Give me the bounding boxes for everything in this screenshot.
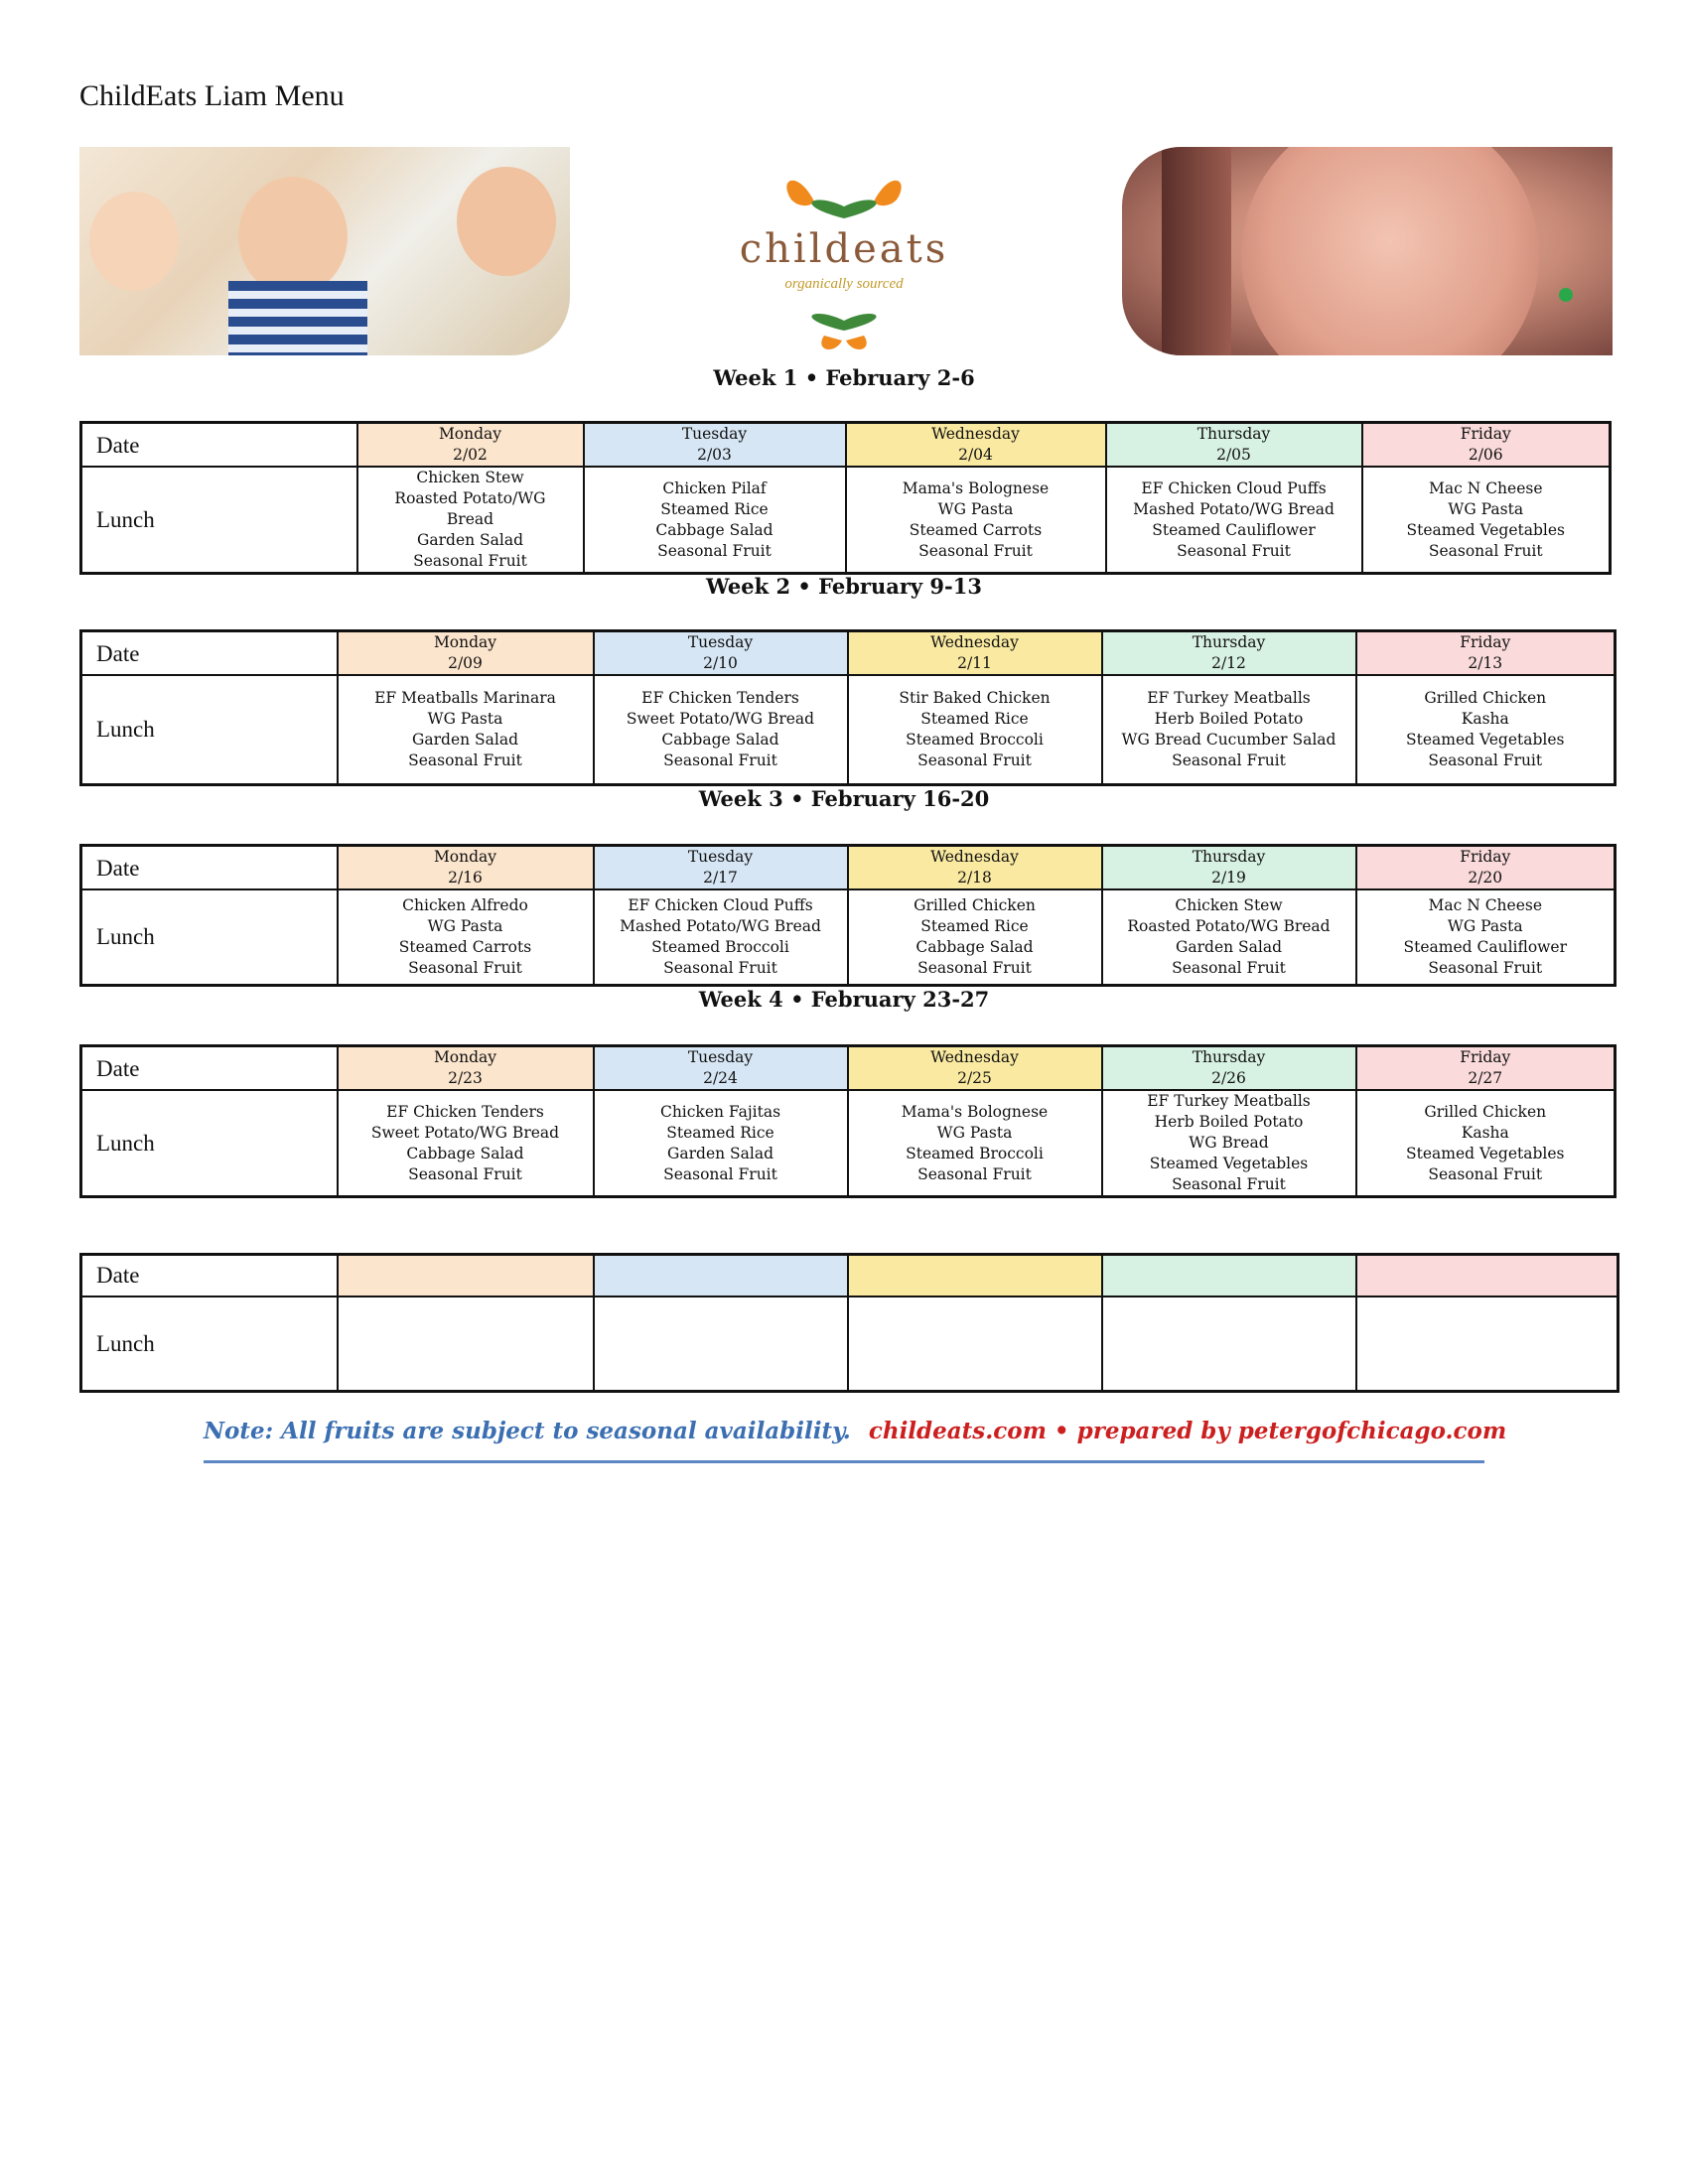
meal-item: Steamed Cauliflower: [1152, 520, 1316, 539]
meal-item: Steamed Broccoli: [906, 730, 1044, 749]
meal-item: Seasonal Fruit: [1428, 541, 1543, 560]
lunch-cell: [846, 467, 1106, 574]
lunch-row: [81, 889, 1616, 985]
meal-item: EF Chicken Tenders: [641, 688, 799, 707]
week-1-table: [79, 421, 1612, 575]
lunch-cell: [1362, 467, 1611, 574]
day-header: [357, 423, 584, 468]
day-name: Tuesday: [687, 633, 754, 651]
meal-item: Roasted Potato/WG Bread: [1127, 916, 1331, 935]
meal-item: Mama's Bolognese: [901, 1102, 1049, 1121]
date-label: Date: [81, 423, 357, 468]
empty-lunch-cell: [1102, 1297, 1356, 1392]
lunch-row: [81, 675, 1616, 784]
meal-item: EF Turkey Meatballs: [1147, 688, 1311, 707]
meal-item: Seasonal Fruit: [1172, 751, 1286, 769]
lunch-cell: [357, 467, 584, 574]
lunch-cell: [848, 675, 1102, 784]
day-name: Wednesday: [930, 848, 1019, 866]
logo-tagline: organically sourced: [784, 276, 904, 292]
day-header: [584, 423, 846, 468]
day-header: [594, 1046, 848, 1091]
meal-item: Seasonal Fruit: [1172, 1175, 1286, 1193]
date-row: [81, 631, 1616, 676]
date-row: [81, 423, 1611, 468]
meal-item: Cabbage Salad: [655, 520, 774, 539]
meal-item: EF Chicken Cloud Puffs: [1141, 478, 1327, 497]
meal-item: Cabbage Salad: [661, 730, 779, 749]
day-name: Tuesday: [687, 848, 754, 866]
day-date: 2/18: [957, 869, 992, 887]
children-eating-photo: [79, 147, 570, 355]
day-header: [848, 631, 1102, 676]
meal-item: Garden Salad: [416, 531, 524, 549]
day-name: Wednesday: [930, 633, 1019, 651]
lunch-row: [81, 467, 1611, 574]
day-name: Monday: [433, 633, 497, 651]
meal-item: Steamed Cauliflower: [1403, 937, 1567, 956]
lunch-cell: [594, 675, 848, 784]
meal-item: WG Pasta: [937, 499, 1014, 518]
day-header: [1362, 423, 1611, 468]
meal-item: WG Pasta: [427, 916, 503, 935]
meal-item: WG Bread: [1189, 1134, 1269, 1152]
day-name: Tuesday: [681, 425, 748, 443]
day-name: Thursday: [1192, 1048, 1266, 1066]
meal-item: Seasonal Fruit: [413, 552, 527, 570]
day-date: 2/13: [1468, 654, 1503, 672]
day-name: Friday: [1460, 1048, 1511, 1066]
blank-week-table: [79, 1253, 1619, 1393]
meal-item: Chicken Stew: [416, 469, 524, 486]
meal-item: Seasonal Fruit: [1428, 1164, 1543, 1183]
lunch-cell: [338, 1090, 594, 1197]
empty-lunch-cell: [338, 1297, 594, 1392]
lunch-label: Lunch: [81, 1297, 338, 1392]
meal-item: Seasonal Fruit: [917, 751, 1032, 769]
meal-item: Cabbage Salad: [406, 1144, 524, 1162]
empty-day-header: [338, 1255, 594, 1297]
empty-lunch-cell: [1356, 1297, 1618, 1392]
child-face-photo: [1122, 147, 1613, 355]
day-header: [1102, 1046, 1356, 1091]
meal-item: Herb Boiled Potato: [1154, 709, 1304, 728]
meal-item: Seasonal Fruit: [1428, 751, 1543, 769]
meal-item: Steamed Rice: [660, 499, 769, 518]
meal-item: Steamed Vegetables: [1406, 730, 1565, 749]
day-header: [338, 846, 594, 890]
meal-item: WG Pasta: [936, 1123, 1013, 1142]
meal-item: WG Bread Cucumber Salad: [1121, 730, 1336, 749]
day-header: [1356, 631, 1616, 676]
date-row: [81, 1255, 1618, 1297]
week-4-table: [79, 1044, 1617, 1198]
lunch-cell: [1356, 675, 1616, 784]
page-title: ChildEats Liam Menu: [79, 79, 345, 112]
week-2-table: [79, 629, 1617, 786]
day-header: [1102, 631, 1356, 676]
date-row: [81, 846, 1616, 890]
meal-item: EF Turkey Meatballs: [1147, 1092, 1311, 1110]
day-header: [338, 1046, 594, 1091]
week-4-title: Week 4 • February 23-27: [698, 987, 990, 1012]
lunch-cell: [338, 675, 594, 784]
meal-item: Roasted Potato/WG: [394, 489, 546, 507]
meal-item: Steamed Rice: [666, 1123, 774, 1142]
footer-note: Note: All fruits are subject to seasonal availability.: [204, 1418, 851, 1444]
meal-item: WG Pasta: [427, 709, 503, 728]
day-name: Thursday: [1192, 848, 1266, 866]
logo-word: childeats: [739, 226, 949, 272]
date-label: Date: [81, 1255, 338, 1297]
date-label: Date: [81, 846, 338, 890]
lunch-cell: [1102, 1090, 1356, 1197]
date-label: Date: [81, 631, 338, 676]
lunch-label: Lunch: [81, 1090, 338, 1197]
meal-item: Steamed Vegetables: [1406, 520, 1565, 539]
meal-item: WG Pasta: [1448, 499, 1524, 518]
day-date: 2/19: [1211, 869, 1246, 887]
meal-item: Mashed Potato/WG Bread: [620, 916, 821, 935]
day-name: Thursday: [1192, 633, 1266, 651]
day-date: 2/25: [957, 1069, 992, 1087]
day-name: Tuesday: [687, 1048, 754, 1066]
meal-item: Seasonal Fruit: [663, 751, 777, 769]
lunch-row: [81, 1297, 1618, 1392]
meal-item: Steamed Broccoli: [906, 1144, 1044, 1162]
day-header: [1356, 846, 1616, 890]
meal-item: Seasonal Fruit: [918, 541, 1033, 560]
meal-item: Grilled Chicken: [1424, 688, 1547, 707]
meal-item: Seasonal Fruit: [408, 1164, 522, 1183]
meal-item: Seasonal Fruit: [1172, 958, 1286, 977]
day-name: Monday: [433, 1048, 497, 1066]
lunch-cell: [1356, 1090, 1616, 1197]
meal-item: WG Pasta: [1447, 916, 1523, 935]
date-row: [81, 1046, 1616, 1091]
meal-item: Steamed Broccoli: [651, 937, 789, 956]
week-3-table: [79, 844, 1617, 987]
footer: [204, 1418, 1506, 1444]
lunch-cell: [848, 1090, 1102, 1197]
week-1-title: Week 1 • February 2-6: [713, 365, 975, 390]
meal-item: Mama's Bolognese: [902, 478, 1050, 497]
meal-item: Sweet Potato/WG Bread: [626, 709, 815, 728]
meal-item: EF Chicken Tenders: [386, 1102, 544, 1121]
day-header: [846, 423, 1106, 468]
meal-item: Sweet Potato/WG Bread: [370, 1123, 560, 1142]
day-name: Friday: [1460, 848, 1511, 866]
meal-item: Mac N Cheese: [1428, 895, 1543, 914]
day-date: 2/03: [697, 446, 732, 464]
lunch-label: Lunch: [81, 467, 357, 574]
day-date: 2/24: [703, 1069, 738, 1087]
empty-day-header: [1356, 1255, 1618, 1297]
meal-item: Seasonal Fruit: [1428, 958, 1543, 977]
day-header: [1106, 423, 1362, 468]
meal-item: Stir Baked Chicken: [899, 688, 1051, 707]
day-date: 2/12: [1211, 654, 1246, 672]
day-date: 2/02: [453, 446, 488, 464]
lunch-cell: [1106, 467, 1362, 574]
day-date: 2/20: [1468, 869, 1503, 887]
day-header: [594, 846, 848, 890]
meal-item: Steamed Vegetables: [1149, 1155, 1309, 1172]
meal-item: Grilled Chicken: [1424, 1102, 1547, 1121]
meal-item: Kasha: [1461, 1123, 1509, 1142]
day-header: [594, 631, 848, 676]
meal-item: Seasonal Fruit: [917, 1164, 1032, 1183]
meal-item: Chicken Fajitas: [659, 1102, 781, 1121]
meal-item: Steamed Vegetables: [1406, 1144, 1565, 1162]
meal-item: Steamed Carrots: [909, 520, 1043, 539]
meal-item: Steamed Rice: [920, 916, 1029, 935]
lunch-row: [81, 1090, 1616, 1197]
day-header: [338, 631, 594, 676]
day-date: 2/26: [1211, 1069, 1246, 1087]
meal-item: Seasonal Fruit: [917, 958, 1032, 977]
day-header: [1102, 846, 1356, 890]
day-name: Monday: [438, 425, 502, 443]
lunch-label: Lunch: [81, 889, 338, 985]
lunch-cell: [338, 889, 594, 985]
day-name: Monday: [433, 848, 497, 866]
day-date: 2/09: [448, 654, 483, 672]
empty-lunch-cell: [594, 1297, 848, 1392]
footer-credit: childeats.com • prepared by petergofchicago.com: [868, 1418, 1507, 1444]
meal-item: Mac N Cheese: [1428, 478, 1543, 497]
lunch-cell: [1356, 889, 1616, 985]
meal-item: Steamed Carrots: [398, 937, 532, 956]
day-name: Wednesday: [931, 425, 1020, 443]
day-date: 2/17: [703, 869, 738, 887]
meal-item: Seasonal Fruit: [663, 958, 777, 977]
week-3-title: Week 3 • February 16-20: [698, 786, 990, 811]
lunch-cell: [848, 889, 1102, 985]
childeats-logo: [695, 147, 993, 355]
meal-item: Mashed Potato/WG Bread: [1133, 499, 1335, 518]
meal-item: Seasonal Fruit: [408, 751, 522, 769]
meal-item: EF Meatballs Marinara: [374, 688, 556, 707]
day-header: [848, 846, 1102, 890]
day-date: 2/05: [1216, 446, 1251, 464]
meal-item: Seasonal Fruit: [657, 541, 772, 560]
meal-item: Garden Salad: [666, 1144, 774, 1162]
meal-item: Bread: [446, 510, 494, 528]
meal-item: Steamed Rice: [920, 709, 1029, 728]
meal-item: Garden Salad: [1175, 937, 1283, 956]
meal-item: Cabbage Salad: [915, 937, 1034, 956]
meal-item: Seasonal Fruit: [663, 1164, 777, 1183]
empty-lunch-cell: [848, 1297, 1102, 1392]
empty-day-header: [594, 1255, 848, 1297]
day-date: 2/04: [958, 446, 993, 464]
meal-item: Grilled Chicken: [914, 895, 1036, 914]
lunch-cell: [1102, 675, 1356, 784]
day-date: 2/06: [1468, 446, 1503, 464]
meal-item: Herb Boiled Potato: [1154, 1113, 1304, 1131]
day-name: Friday: [1460, 425, 1511, 443]
footer-divider: [204, 1460, 1484, 1463]
day-date: 2/16: [448, 869, 483, 887]
empty-day-header: [1102, 1255, 1356, 1297]
lunch-label: Lunch: [81, 675, 338, 784]
meal-item: Kasha: [1461, 709, 1509, 728]
lunch-cell: [594, 1090, 848, 1197]
day-header: [1356, 1046, 1616, 1091]
day-header: [848, 1046, 1102, 1091]
meal-item: Garden Salad: [411, 730, 519, 749]
day-date: 2/23: [448, 1069, 483, 1087]
meal-item: Chicken Pilaf: [662, 478, 767, 497]
day-name: Wednesday: [930, 1048, 1019, 1066]
meal-item: Seasonal Fruit: [408, 958, 522, 977]
lunch-cell: [594, 889, 848, 985]
empty-day-header: [848, 1255, 1102, 1297]
lunch-cell: [584, 467, 846, 574]
meal-item: Seasonal Fruit: [1177, 541, 1291, 560]
meal-item: Chicken Stew: [1175, 895, 1283, 914]
lunch-cell: [1102, 889, 1356, 985]
meal-item: EF Chicken Cloud Puffs: [628, 895, 813, 914]
day-name: Thursday: [1196, 425, 1271, 443]
day-date: 2/10: [703, 654, 738, 672]
day-date: 2/11: [957, 654, 992, 672]
date-label: Date: [81, 1046, 338, 1091]
day-name: Friday: [1460, 633, 1511, 651]
day-date: 2/27: [1468, 1069, 1503, 1087]
week-2-title: Week 2 • February 9-13: [706, 574, 982, 599]
meal-item: Chicken Alfredo: [402, 895, 528, 914]
